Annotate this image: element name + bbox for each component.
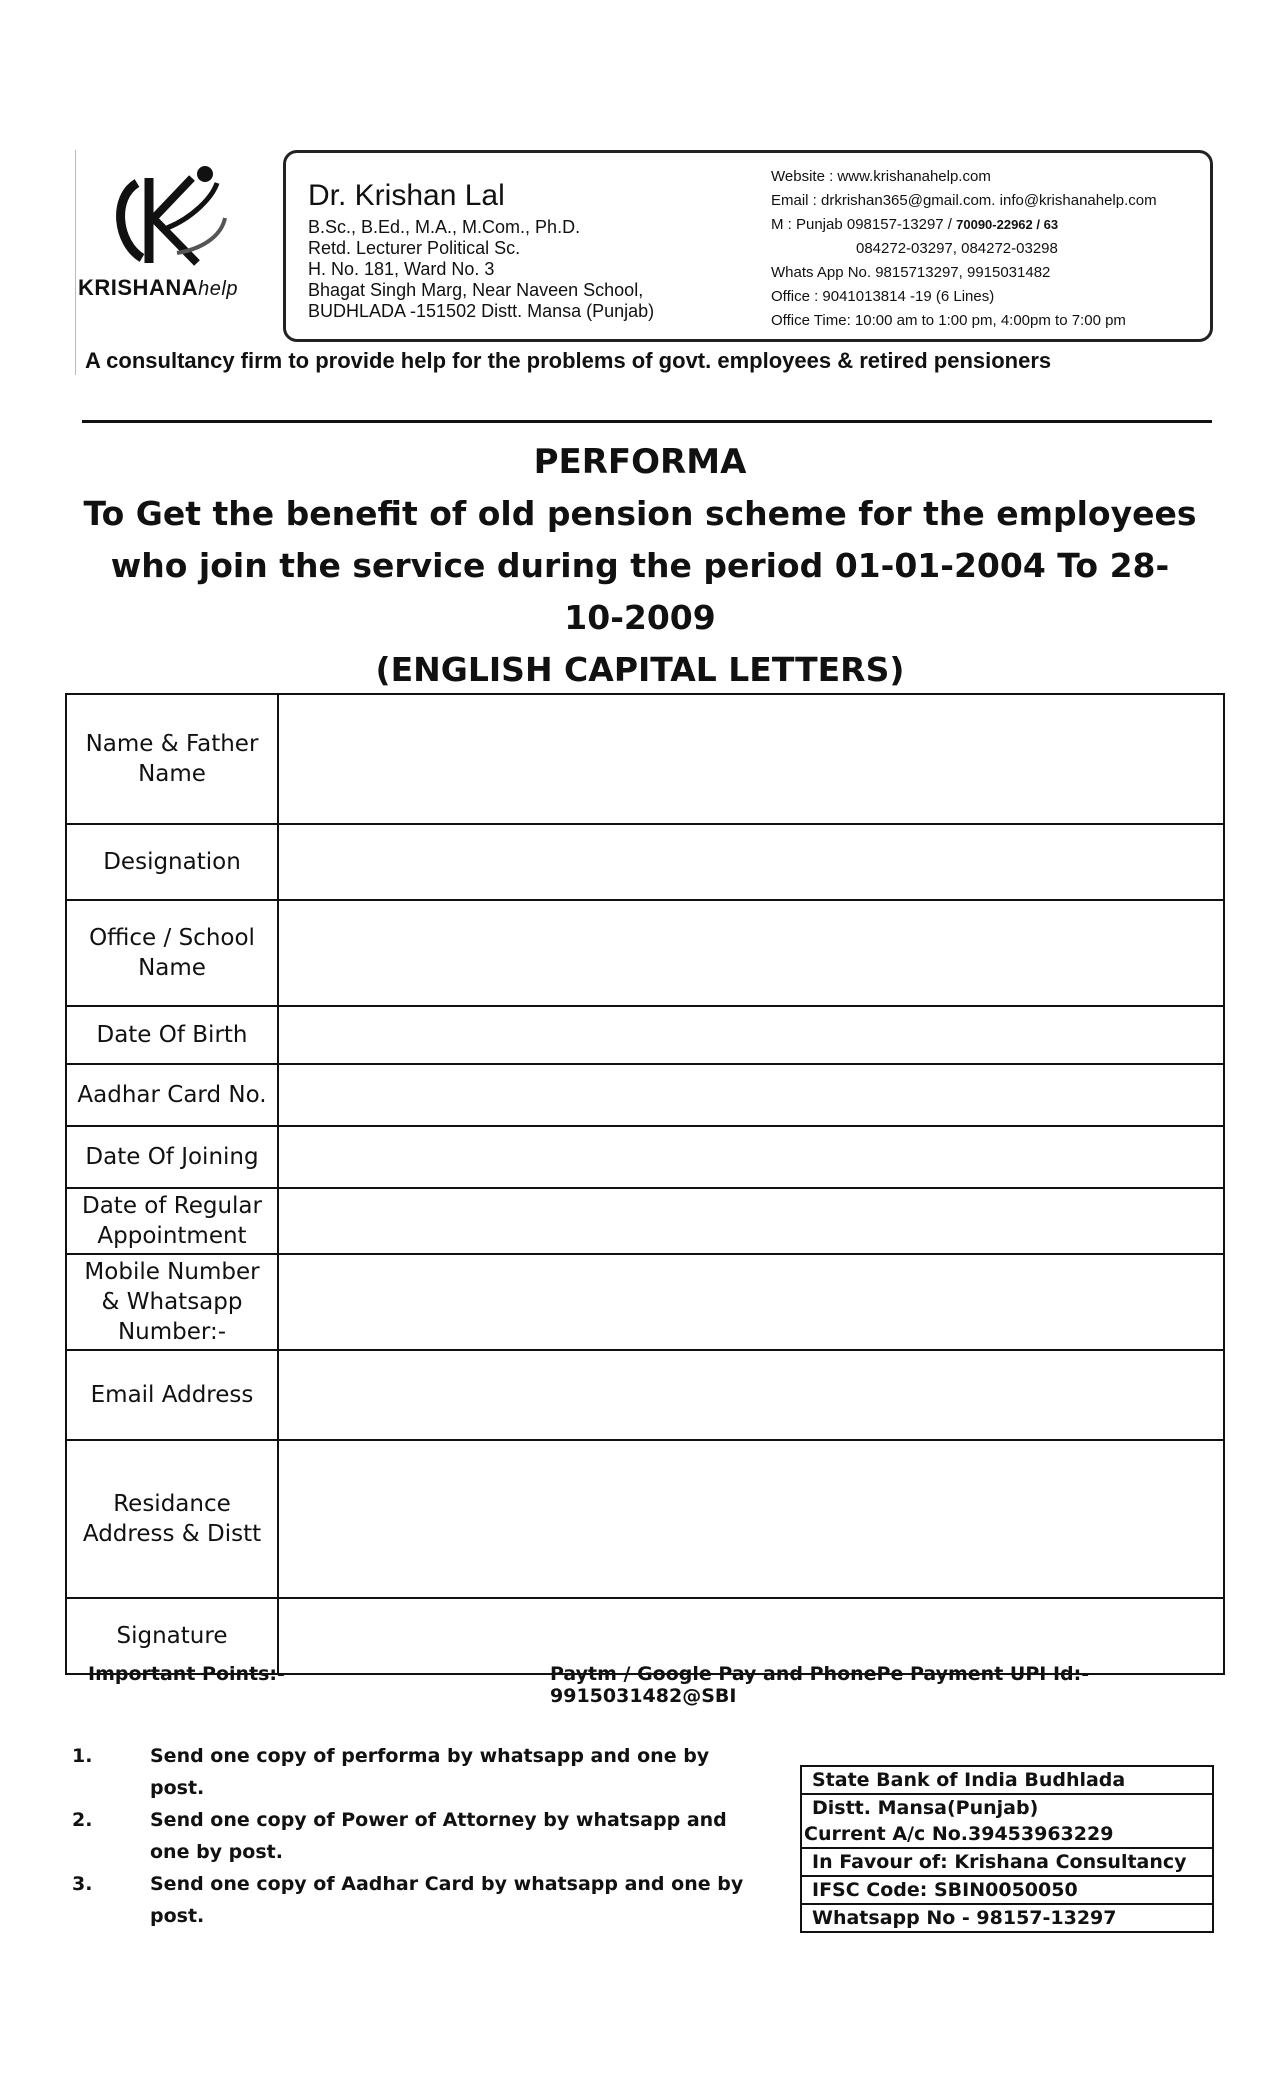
divider xyxy=(82,420,1212,423)
field-label: Office / School Name xyxy=(66,900,278,1006)
bank-favour: In Favour of: Krishana Consultancy xyxy=(802,1849,1212,1877)
field-label: Email Address xyxy=(66,1350,278,1440)
field-label: Residance Address & Distt xyxy=(66,1440,278,1598)
office-time-text: Office Time: 10:00 am to 1:00 pm, 4:00pm to 7:00 pm xyxy=(771,312,1126,329)
bank-name: State Bank of India Budhlada xyxy=(802,1767,1212,1795)
aadhar-card-field[interactable] xyxy=(278,1064,1224,1126)
bank-account: Current A/c No.39453963229 xyxy=(802,1821,1212,1849)
contact-details xyxy=(771,165,1157,333)
list-item: 3. Send one copy of Aadhar Card by whatsapp and one by post. xyxy=(72,1873,744,1927)
mobile-text: M : Punjab 098157-13297 / 70090-22962 / 63 xyxy=(771,216,1059,233)
form-row xyxy=(66,1126,1224,1188)
email-text: Email : drkrishan365@gmail.com. info@krishanahelp.com xyxy=(771,192,1157,209)
email-address-field[interactable] xyxy=(278,1350,1224,1440)
field-label: Mobile Number & Whatsapp Number:- xyxy=(66,1254,278,1350)
regular-appointment-field[interactable] xyxy=(278,1188,1224,1254)
date-of-birth-field[interactable] xyxy=(278,1006,1224,1064)
form-row xyxy=(66,1254,1224,1350)
field-label: Designation xyxy=(66,824,278,900)
field-label: Aadhar Card No. xyxy=(66,1064,278,1126)
doctor-name: Dr. Krishan Lal xyxy=(308,179,505,212)
form-row xyxy=(66,694,1224,824)
list-item: 2. Send one copy of Power of Attorney by whatsapp and one by post. xyxy=(72,1809,727,1863)
page-title: PERFORMA xyxy=(533,442,747,482)
name-father-name-field[interactable] xyxy=(278,694,1224,824)
logo xyxy=(75,150,275,375)
website-text: Website : www.krishanahelp.com xyxy=(771,168,991,185)
landline-text: 084272-03297, 084272-03298 xyxy=(856,240,1058,257)
bank-details-box xyxy=(800,1765,1214,1933)
letterhead xyxy=(75,150,1215,380)
field-label: Name & Father Name xyxy=(66,694,278,824)
residence-address-field[interactable] xyxy=(278,1440,1224,1598)
form-row xyxy=(66,1350,1224,1440)
form-row xyxy=(66,1440,1224,1598)
office-phone-text: Office : 9041013814 -19 (6 Lines) xyxy=(771,288,995,305)
payment-upi-text: Paytm / Google Pay and PhonePe Payment UPI Id:- 9915031482@SBI xyxy=(550,1663,1090,1707)
bank-ifsc: IFSC Code: SBIN0050050 xyxy=(802,1877,1212,1905)
subtitle-line-2: who join the service during the period 01-01-2004 To 28- xyxy=(110,546,1170,585)
designation-field[interactable] xyxy=(278,824,1224,900)
k-monogram-logo-icon xyxy=(97,158,247,273)
list-item: 1. Send one copy of performa by whatsapp and one by post. xyxy=(72,1745,710,1799)
title-block xyxy=(65,428,1215,696)
field-label: Date of Regular Appointment xyxy=(66,1188,278,1254)
bank-whatsapp: Whatsapp No - 98157-13297 xyxy=(812,1907,1117,1929)
office-school-name-field[interactable] xyxy=(278,900,1224,1006)
mobile-whatsapp-field[interactable] xyxy=(278,1254,1224,1350)
important-points-label: Important Points:- xyxy=(88,1663,285,1685)
whatsapp-text: Whats App No. 9815713297, 9915031482 xyxy=(771,264,1051,281)
instructions-list xyxy=(72,1740,752,1932)
field-label: Date Of Joining xyxy=(66,1126,278,1188)
form-row xyxy=(66,1006,1224,1064)
tagline: A consultancy firm to provide help for the problems of govt. employees & retired pensioners xyxy=(85,348,1052,373)
performa-form xyxy=(65,693,1225,1675)
contact-box xyxy=(283,150,1213,342)
form-row xyxy=(66,900,1224,1006)
bank-distt: Distt. Mansa(Punjab) xyxy=(812,1797,1039,1819)
form-row xyxy=(66,1064,1224,1126)
subtitle-line-3: 10-2009 xyxy=(564,598,716,637)
field-label: Signature xyxy=(66,1598,278,1674)
qualifications: B.Sc., B.Ed., M.A., M.Com., Ph.D. Retd. Lecturer Political Sc. H. No. 181, Ward No. 3 Bhagat Singh Marg, Near Naveen School, BUDHLADA -151502 Distt. Mansa (Punjab) xyxy=(308,217,655,321)
subtitle-line-1: To Get the benefit of old pension scheme for the employees xyxy=(83,494,1197,533)
logo-wordmark: KRISHANAhelp xyxy=(78,275,238,300)
field-label: Date Of Birth xyxy=(66,1006,278,1064)
form-row xyxy=(66,1188,1224,1254)
subtitle-line-4: (ENGLISH CAPITAL LETTERS) xyxy=(375,650,905,689)
date-of-joining-field[interactable] xyxy=(278,1126,1224,1188)
form-row xyxy=(66,824,1224,900)
